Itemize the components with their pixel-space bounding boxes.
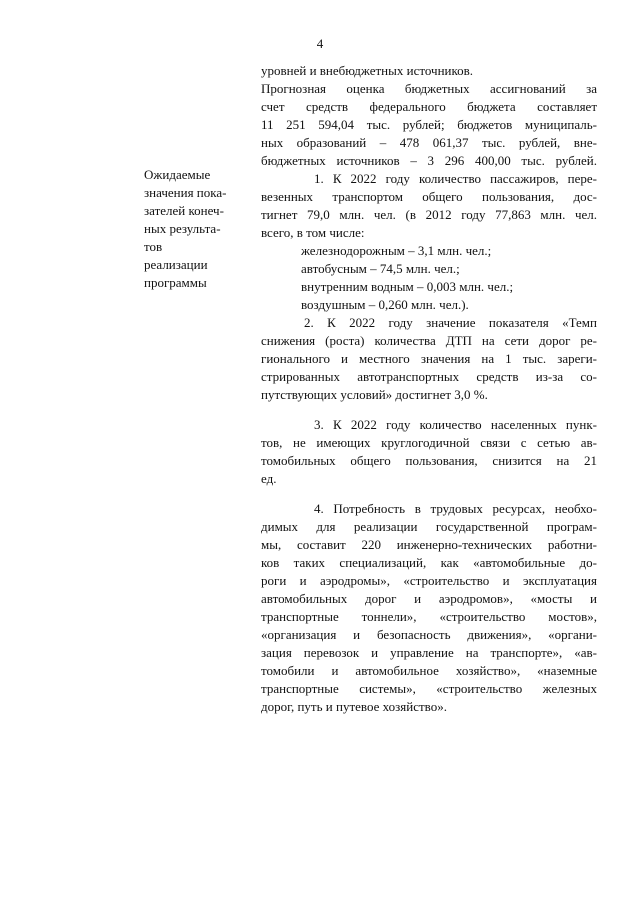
indicator-label-line: программы [144,275,207,290]
text-line: уровней и внебюджетных источников. [261,63,474,78]
text-line: мы, составит 220 инженерно-технических работни- [261,537,597,552]
text-line: автомобильных дорог и аэродромов», «мосты и [261,591,597,606]
text-line: гионального и местного значения на 1 тыс. зареги- [261,351,597,366]
text-line: счет средств федерального бюджета составляет [261,99,597,114]
text-line: снижения (роста) количества ДТП на сети дорог ре- [261,333,597,348]
text-line: роги и аэродромы», «строительство и эксплуатация [261,573,597,588]
text-line: дорог, путь и путевое хозяйство». [261,699,447,714]
page-number: 4 [316,36,324,51]
text-line: 4. Потребность в трудовых ресурсах, необхо- [314,501,597,516]
item-3-settlements [261,416,597,488]
indicator-label-line: ных результа- [144,221,221,236]
item-4-workforce [261,500,597,716]
text-line: димых для реализации государственной програм- [261,519,597,534]
sub-item-line: железнодорожным – 3,1 млн. чел.; [301,243,492,258]
text-line: транспортные системы», «строительство железных [261,681,597,696]
text-line: 2. К 2022 году значение показателя «Темп [304,315,597,330]
item-2-accidents [261,314,597,404]
sub-item-line: автобусным – 74,5 млн. чел.; [301,261,460,276]
text-line: путствующих условий» достигнет 3,0 %. [261,387,488,402]
text-line: томобили и автомобильное хозяйство», «наземные [261,663,597,678]
indicator-label-line: значения пока- [144,185,227,200]
text-line: ных образований – 478 061,37 тыс. рублей, вне- [261,135,597,150]
text-line: Прогнозная оценка бюджетных ассигнований за [261,81,597,96]
item-1-passengers [261,170,597,314]
sub-item-line: внутренним водным – 0,003 млн. чел.; [301,279,514,294]
text-line: ед. [261,471,277,486]
sub-item-line: воздушным – 0,260 млн. чел.). [301,297,469,312]
paragraph-gap [261,404,597,416]
funding-paragraph [261,62,597,170]
text-line: везенных транспортом общего пользования, дос- [261,189,597,204]
text-line: зация перевозок и управление на транспорте», «ав- [261,645,597,660]
text-line: всего, в том числе: [261,225,365,240]
paragraph-gap [261,488,597,500]
indicator-label-line: Ожидаемые [144,167,211,182]
indicator-label-line: тов [144,239,163,254]
text-line: транспортные тоннели», «строительство мостов», [261,609,597,624]
text-line: 11 251 594,04 тыс. рублей; бюджетов муниципаль- [261,117,597,132]
text-line: бюджетных источников – 3 296 400,00 тыс. рублей. [261,153,597,168]
main-text-column [261,62,597,716]
text-line: ков таких специализаций, как «автомобильные до- [261,555,597,570]
indicator-label-line: зателей конеч- [144,203,224,218]
text-line: томобильных общего пользования, снизится на 21 [261,453,597,468]
text-line: 1. К 2022 году количество пассажиров, пере- [314,171,597,186]
text-line: стрированных автотранспортных средств из-за со- [261,369,597,384]
text-line: тигнет 79,0 млн. чел. (в 2012 году 77,863 млн. чел. [261,207,597,222]
text-line: 3. К 2022 году количество населенных пунк- [314,417,597,432]
indicator-label [144,166,254,292]
text-line: «организация и безопасность движения», «органи- [261,627,597,642]
indicator-label-line: реализации [144,257,208,272]
text-line: тов, не имеющих круглогодичной связи с сетью ав- [261,435,597,450]
